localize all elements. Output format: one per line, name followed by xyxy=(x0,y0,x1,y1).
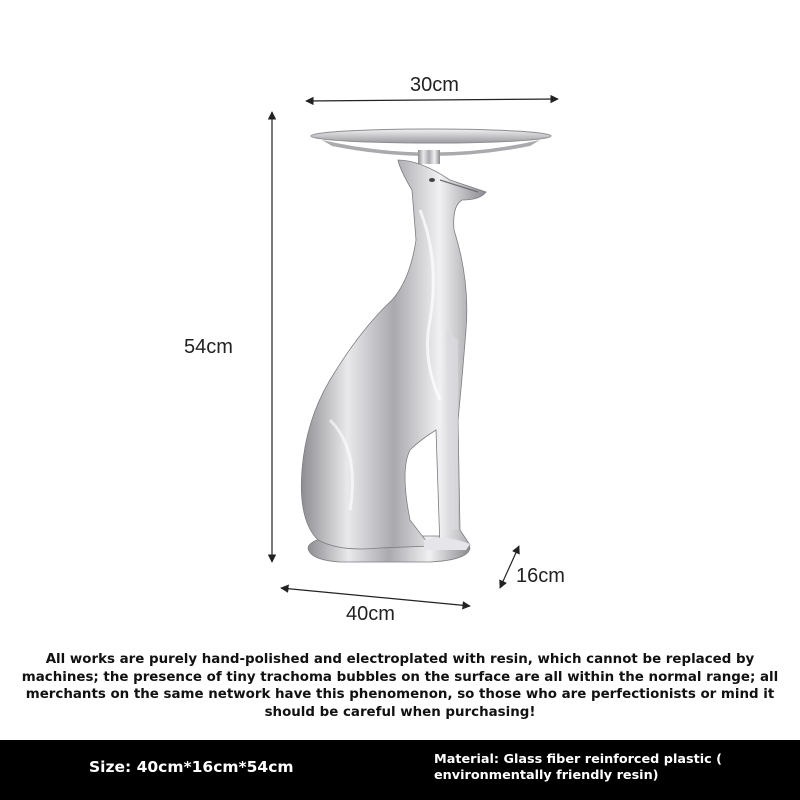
greyhound-statue-icon xyxy=(301,160,486,562)
top-width-label: 30cm xyxy=(410,74,459,96)
top-width-arrow xyxy=(306,99,558,101)
material-spec: Material: Glass fiber reinforced plastic ( environmentally friendly resin) xyxy=(434,752,722,783)
spec-footer xyxy=(0,740,800,800)
base-width-label: 40cm xyxy=(346,603,395,625)
craftsmanship-notice: All works are purely hand-polished and electroplated with resin, which cannot be replaced by machines; the presence of tiny trachoma bubbles on the surface are all within the normal range; all merchants on the same network have this phenomenon, so those who are perfectionists or mind it should be careful when purchasing! xyxy=(21,652,779,720)
height-label: 54cm xyxy=(184,336,233,358)
depth-label: 16cm xyxy=(516,565,565,587)
tray-icon xyxy=(311,129,551,164)
size-spec: Size: 40cm*16cm*54cm xyxy=(89,758,294,776)
